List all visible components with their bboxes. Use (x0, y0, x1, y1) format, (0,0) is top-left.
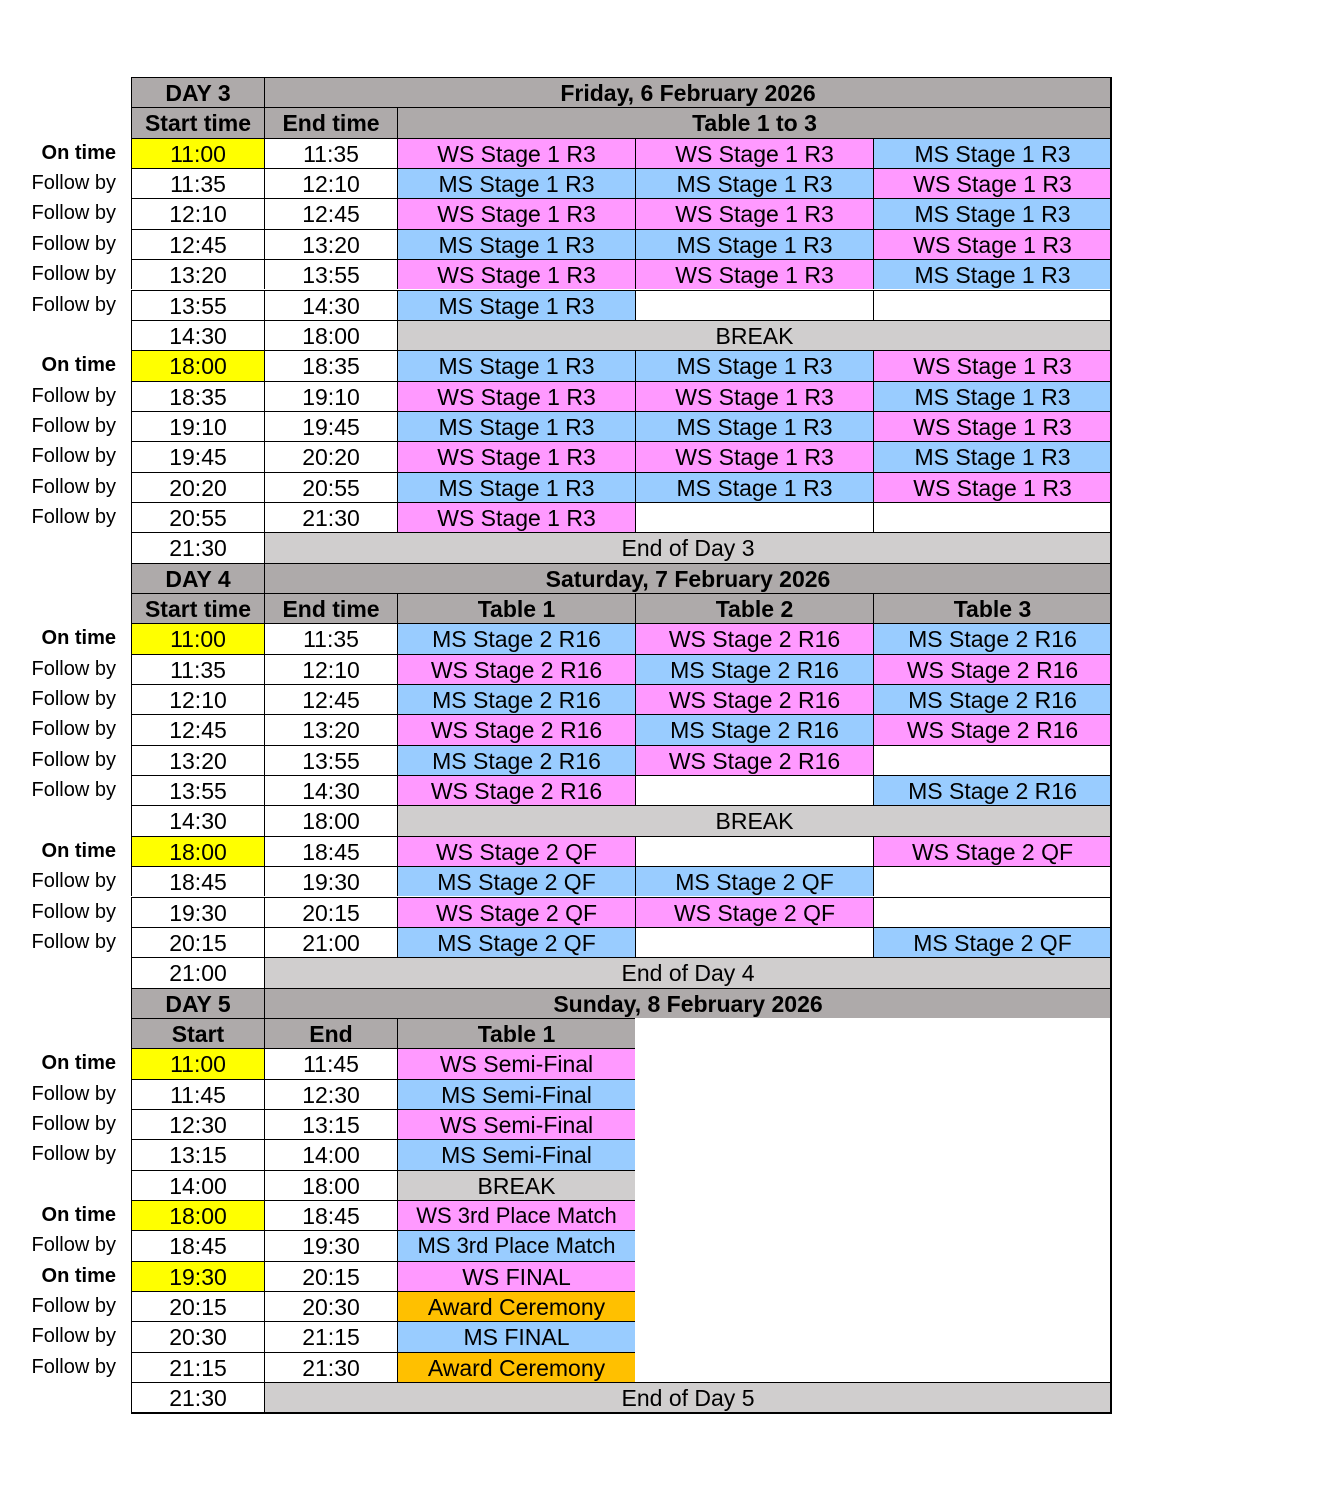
end-time: 18:00 (264, 320, 397, 350)
row-label: Follow by (31, 718, 116, 741)
end-time: 11:35 (264, 138, 397, 168)
match-cell: WS Stage 2 QF (635, 897, 873, 927)
match-cell: MS Stage 2 R16 (397, 684, 635, 714)
match-cell: WS Stage 1 R3 (397, 198, 635, 228)
match-cell: MS Stage 1 R3 (635, 472, 873, 502)
match-cell: MS Stage 2 QF (397, 866, 635, 896)
match-cell: MS Stage 1 R3 (873, 138, 1111, 168)
match-cell: WS Stage 1 R3 (635, 381, 873, 411)
end-time: 20:20 (264, 441, 397, 471)
match-cell: WS Stage 2 R16 (635, 684, 873, 714)
row-label: Follow by (31, 475, 116, 498)
end-of-day-time: 21:30 (131, 1382, 264, 1412)
start-time: 19:30 (131, 1261, 264, 1291)
match-cell: MS Stage 2 R16 (397, 745, 635, 775)
match-cell: WS Stage 2 QF (397, 897, 635, 927)
day-label: DAY 4 (131, 563, 264, 593)
match-cell: WS Stage 2 R16 (873, 654, 1111, 684)
match-cell: MS Stage 2 R16 (635, 714, 873, 744)
end-time: 12:10 (264, 654, 397, 684)
match-cell: MS Stage 1 R3 (397, 411, 635, 441)
match-cell: MS FINAL (397, 1321, 635, 1351)
match-cell: MS Stage 1 R3 (873, 259, 1111, 289)
day-label: DAY 3 (131, 77, 264, 107)
match-cell: MS Stage 1 R3 (635, 411, 873, 441)
end-time: 14:30 (264, 290, 397, 320)
end-time: 19:10 (264, 381, 397, 411)
empty-cell (873, 745, 1111, 775)
match-cell: MS Stage 2 R16 (397, 623, 635, 653)
match-cell: WS Stage 1 R3 (635, 138, 873, 168)
end-time: 20:30 (264, 1291, 397, 1321)
table-border-right (1110, 77, 1112, 1412)
match-cell: MS Stage 1 R3 (397, 472, 635, 502)
match-cell: WS Stage 2 R16 (873, 714, 1111, 744)
end-time: 18:35 (264, 350, 397, 380)
empty-cell (873, 502, 1111, 532)
match-cell: WS Stage 1 R3 (397, 259, 635, 289)
row-label: Follow by (31, 505, 116, 528)
start-time: 19:10 (131, 411, 264, 441)
end-time: 13:55 (264, 745, 397, 775)
match-cell: WS Semi-Final (397, 1109, 635, 1139)
break-cell: BREAK (397, 805, 1111, 835)
row-label: On time (41, 839, 116, 862)
match-cell: MS 3rd Place Match (397, 1230, 635, 1260)
start-time: 13:20 (131, 259, 264, 289)
empty-cell (873, 897, 1111, 927)
day-label: DAY 5 (131, 988, 264, 1018)
row-label: Follow by (31, 779, 116, 802)
end-time: 13:20 (264, 229, 397, 259)
start-time: 14:00 (131, 1170, 264, 1200)
end-time-header: End time (264, 593, 397, 623)
end-time: 13:55 (264, 259, 397, 289)
match-cell: MS Semi-Final (397, 1079, 635, 1109)
row-label: Follow by (31, 202, 116, 225)
start-time: 19:45 (131, 441, 264, 471)
row-label: Follow by (31, 1082, 116, 1105)
start-time: 18:35 (131, 381, 264, 411)
start-time: 20:30 (131, 1321, 264, 1351)
match-cell: MS Stage 1 R3 (873, 441, 1111, 471)
table-border-bottom (131, 1412, 1112, 1414)
start-time-header: Start time (131, 107, 264, 137)
empty-cell (635, 502, 873, 532)
match-cell: Award Ceremony (397, 1291, 635, 1321)
match-cell: WS Stage 1 R3 (873, 229, 1111, 259)
match-cell: WS Stage 1 R3 (873, 168, 1111, 198)
end-time: 21:15 (264, 1321, 397, 1351)
match-cell: WS Stage 1 R3 (635, 198, 873, 228)
row-label: On time (41, 1204, 116, 1226)
break-cell: BREAK (397, 320, 1111, 350)
match-cell: MS Stage 2 R16 (873, 684, 1111, 714)
day-date: Sunday, 8 February 2026 (264, 988, 1111, 1018)
empty-cell (635, 836, 873, 866)
end-time: 11:45 (264, 1048, 397, 1078)
day-date: Saturday, 7 February 2026 (264, 563, 1111, 593)
start-time: 12:30 (131, 1109, 264, 1139)
start-time: 20:15 (131, 1291, 264, 1321)
match-cell: Award Ceremony (397, 1352, 635, 1382)
match-cell: WS Stage 1 R3 (397, 138, 635, 168)
start-time: 13:55 (131, 775, 264, 805)
end-time-header: End (264, 1018, 397, 1048)
table-header: Table 1 (397, 1018, 635, 1048)
end-time: 13:20 (264, 714, 397, 744)
end-time: 20:55 (264, 472, 397, 502)
row-label: On time (41, 627, 116, 650)
end-time: 18:45 (264, 1200, 397, 1230)
empty-cell (635, 290, 873, 320)
match-cell: BREAK (397, 1170, 635, 1200)
match-cell: WS Stage 2 R16 (397, 775, 635, 805)
start-time: 12:45 (131, 229, 264, 259)
start-time: 20:55 (131, 502, 264, 532)
match-cell: WS Stage 1 R3 (635, 259, 873, 289)
match-cell: WS Semi-Final (397, 1048, 635, 1078)
match-cell: MS Stage 1 R3 (397, 350, 635, 380)
start-time: 11:00 (131, 1048, 264, 1078)
match-cell: WS FINAL (397, 1261, 635, 1291)
empty-cell (873, 866, 1111, 896)
start-time: 13:20 (131, 745, 264, 775)
end-time-header: End time (264, 107, 397, 137)
empty-cell (635, 775, 873, 805)
end-time: 12:10 (264, 168, 397, 198)
end-time: 21:30 (264, 1352, 397, 1382)
end-of-day-cell: End of Day 5 (264, 1382, 1111, 1412)
match-cell: WS Stage 1 R3 (397, 381, 635, 411)
match-cell: WS Stage 2 R16 (635, 745, 873, 775)
table-header: Table 1 to 3 (397, 107, 1111, 137)
start-time: 13:55 (131, 290, 264, 320)
match-cell: WS Stage 1 R3 (397, 441, 635, 471)
match-cell: MS Stage 1 R3 (635, 229, 873, 259)
end-of-day-cell: End of Day 4 (264, 957, 1111, 987)
end-time: 12:45 (264, 684, 397, 714)
match-cell: MS Stage 1 R3 (635, 168, 873, 198)
end-time: 11:35 (264, 623, 397, 653)
row-label: Follow by (31, 870, 116, 893)
start-time: 18:00 (131, 1200, 264, 1230)
match-cell: MS Stage 1 R3 (873, 198, 1111, 228)
end-time: 20:15 (264, 1261, 397, 1291)
row-label: Follow by (31, 414, 116, 437)
end-of-day-time: 21:00 (131, 957, 264, 987)
start-time: 12:10 (131, 198, 264, 228)
empty-cell (635, 927, 873, 957)
day-date: Friday, 6 February 2026 (264, 77, 1111, 107)
start-time: 18:00 (131, 836, 264, 866)
end-of-day-time: 21:30 (131, 532, 264, 562)
match-cell: MS Stage 2 R16 (873, 623, 1111, 653)
end-time: 21:00 (264, 927, 397, 957)
row-label: Follow by (31, 748, 116, 771)
match-cell: MS Stage 1 R3 (635, 350, 873, 380)
end-time: 18:00 (264, 1170, 397, 1200)
start-time: 19:30 (131, 897, 264, 927)
end-time: 19:45 (264, 411, 397, 441)
start-time: 20:20 (131, 472, 264, 502)
match-cell: WS Stage 1 R3 (873, 472, 1111, 502)
row-label: Follow by (31, 232, 116, 255)
match-cell: MS Stage 2 QF (397, 927, 635, 957)
row-label: Follow by (31, 900, 116, 923)
match-cell: WS Stage 2 QF (873, 836, 1111, 866)
start-time-header: Start time (131, 593, 264, 623)
match-cell: WS 3rd Place Match (397, 1200, 635, 1230)
row-label: On time (41, 1052, 116, 1075)
match-cell: WS Stage 1 R3 (873, 411, 1111, 441)
match-cell: MS Stage 2 R16 (635, 654, 873, 684)
match-cell: WS Stage 2 R16 (397, 714, 635, 744)
start-time: 18:45 (131, 866, 264, 896)
start-time: 11:35 (131, 654, 264, 684)
match-cell: WS Stage 1 R3 (635, 441, 873, 471)
match-cell: WS Stage 2 QF (397, 836, 635, 866)
start-time-header: Start (131, 1018, 264, 1048)
start-time: 21:15 (131, 1352, 264, 1382)
start-time: 12:45 (131, 714, 264, 744)
row-label: Follow by (31, 1143, 116, 1166)
match-cell: MS Stage 2 QF (873, 927, 1111, 957)
match-cell: MS Stage 1 R3 (397, 168, 635, 198)
start-time: 11:00 (131, 623, 264, 653)
match-cell: MS Semi-Final (397, 1139, 635, 1169)
table-header: Table 1 (397, 593, 635, 623)
start-time: 11:45 (131, 1079, 264, 1109)
row-label: Follow by (31, 930, 116, 953)
start-time: 18:00 (131, 350, 264, 380)
end-time: 12:45 (264, 198, 397, 228)
row-label: Follow by (31, 1355, 116, 1378)
end-time: 20:15 (264, 897, 397, 927)
match-cell: WS Stage 2 R16 (397, 654, 635, 684)
row-label: Follow by (31, 688, 116, 710)
end-time: 19:30 (264, 1230, 397, 1260)
row-label: Follow by (31, 293, 116, 316)
match-cell: MS Stage 1 R3 (873, 381, 1111, 411)
start-time: 11:00 (131, 138, 264, 168)
match-cell: MS Stage 2 QF (635, 866, 873, 896)
start-time: 11:35 (131, 168, 264, 198)
end-time: 21:30 (264, 502, 397, 532)
end-time: 12:30 (264, 1079, 397, 1109)
row-label: Follow by (31, 1325, 116, 1348)
end-of-day-cell: End of Day 3 (264, 532, 1111, 562)
end-time: 18:45 (264, 836, 397, 866)
row-label: Follow by (31, 657, 116, 680)
end-time: 14:30 (264, 775, 397, 805)
empty-cell (873, 290, 1111, 320)
row-label: Follow by (31, 263, 116, 286)
end-time: 14:00 (264, 1139, 397, 1169)
start-time: 18:45 (131, 1230, 264, 1260)
start-time: 20:15 (131, 927, 264, 957)
end-time: 18:00 (264, 805, 397, 835)
match-cell: WS Stage 1 R3 (873, 350, 1111, 380)
match-cell: MS Stage 1 R3 (397, 290, 635, 320)
match-cell: MS Stage 1 R3 (397, 229, 635, 259)
row-label: On time (41, 1264, 116, 1287)
table-header: Table 2 (635, 593, 873, 623)
row-label: Follow by (31, 1112, 116, 1135)
row-label: Follow by (31, 172, 116, 195)
row-label: Follow by (31, 1295, 116, 1317)
row-label: Follow by (31, 1234, 116, 1257)
match-cell: WS Stage 1 R3 (397, 502, 635, 532)
row-label: Follow by (31, 384, 116, 407)
row-label: On time (41, 141, 116, 164)
start-time: 14:30 (131, 320, 264, 350)
start-time: 12:10 (131, 684, 264, 714)
start-time: 14:30 (131, 805, 264, 835)
match-cell: WS Stage 2 R16 (635, 623, 873, 653)
end-time: 13:15 (264, 1109, 397, 1139)
table-header: Table 3 (873, 593, 1111, 623)
row-label: On time (41, 354, 116, 377)
match-cell: MS Stage 2 R16 (873, 775, 1111, 805)
row-label: Follow by (31, 445, 116, 468)
end-time: 19:30 (264, 866, 397, 896)
start-time: 13:15 (131, 1139, 264, 1169)
